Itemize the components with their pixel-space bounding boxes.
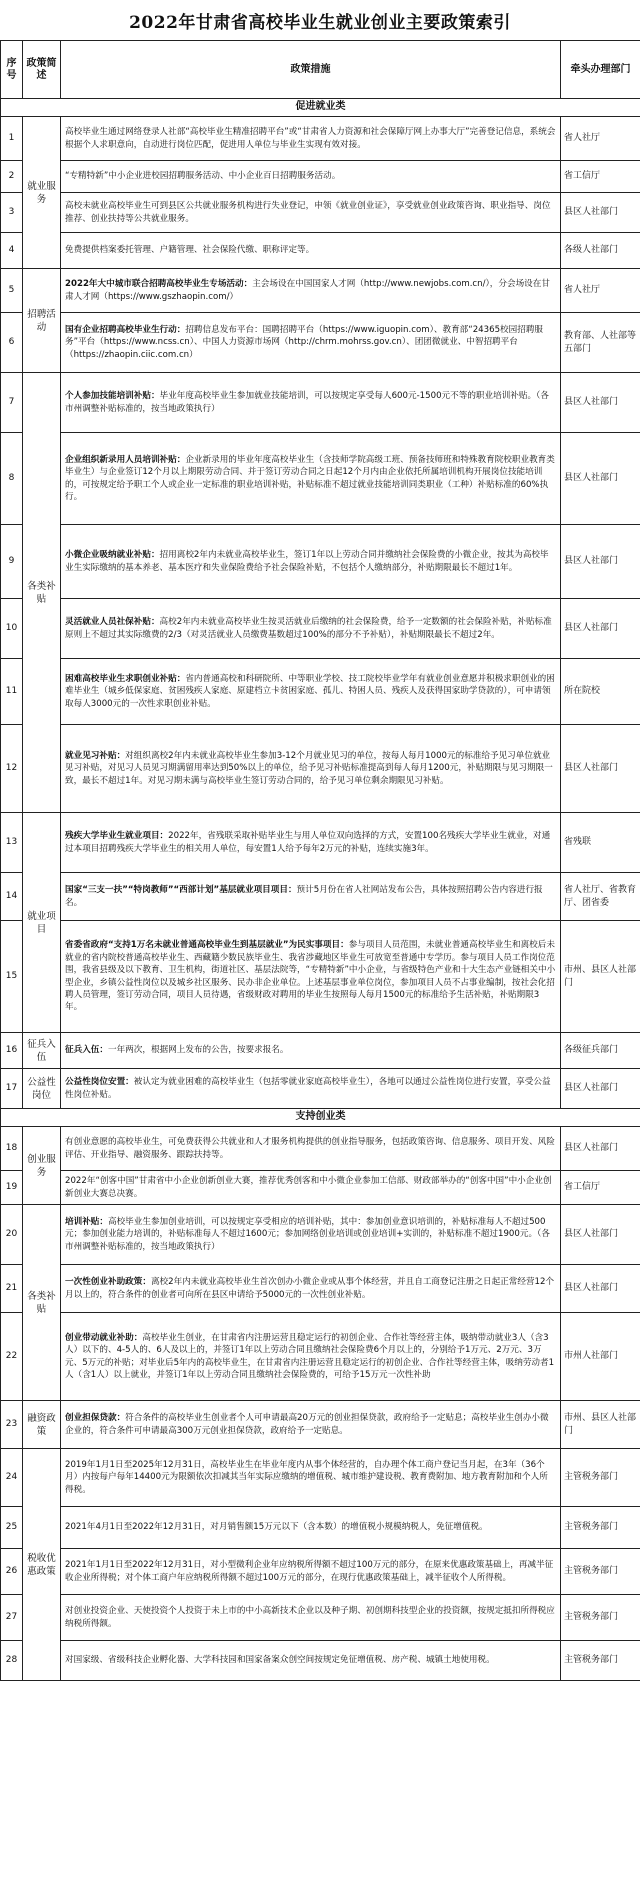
row-number: 17 (1, 1069, 23, 1109)
row-number: 8 (1, 433, 23, 525)
policy-text (61, 1641, 561, 1681)
policy-lead: 残疾大学毕业生就业项目： (65, 831, 169, 842)
department-cell: 县区人社部门 (561, 433, 640, 525)
table-row (1, 1641, 640, 1681)
category-cell: 征兵入伍 (23, 1033, 61, 1069)
table-row (1, 1549, 640, 1595)
department-cell: 县区人社部门 (561, 373, 640, 433)
policy-text (61, 433, 561, 525)
row-number: 16 (1, 1033, 23, 1069)
category-cell: 就业项目 (23, 813, 61, 1033)
row-number: 11 (1, 659, 23, 725)
table-row (1, 161, 640, 193)
category-cell: 各类补贴 (23, 1205, 61, 1401)
department-cell: 省人社厅 (561, 117, 640, 161)
policy-body: 参与项目人员范围，未就业普通高校毕业生和离校后未就业的省内院校普通高校毕业生、西藏籍少数民族毕业生、我省涉藏地区毕业生可放宽至普通中专学历。参与项目人员工作岗位范围，我省县级及以下教育、卫生机构，街道社区、基层法院等，“专精特新”中小企业，与省级特色产业和十大生态产业链相关中小型企业，乡镇公益性岗位以及城乡社区服务、民办非企业单位。上述基层事业单位岗位，参加项目人员不占事业编制，按社会化招聘人员管理，签订劳动合同，项目人员待遇，省级财政对聘用的毕业生按照每人每月1500元的标准给予生活补贴，补贴期限3年。 (65, 940, 556, 1013)
policy-body: 2019年1月1日至2025年12月31日，高校毕业生在毕业年度内从事个体经营的，自办理个体工商户登记当月起，在3年（36个月）内按每户每年14400元为限额依次扣减其当年实际应缴纳的增值税、城市维护建设税、教育费附加、地方教育附加和个人所得税。 (65, 1459, 548, 1495)
department-cell: 主管税务部门 (561, 1595, 640, 1641)
policy-text (61, 921, 561, 1033)
policy-body: 高校毕业生通过网络登录人社部“高校毕业生精准招聘平台”或“甘肃省人力资源和社会保障厅网上办事大厅”完善登记信息，系统会根据个人求职意向，自动进行岗位匹配，促进用人单位与毕业生实现有效对接。 (65, 127, 556, 150)
policy-text (61, 117, 561, 161)
table-row (1, 433, 640, 525)
policy-body: 对国家级、省级科技企业孵化器、大学科技园和国家备案众创空间按规定免征增值税、房产税、城镇土地使用税。 (65, 1655, 495, 1666)
row-number: 10 (1, 599, 23, 659)
policy-text (61, 269, 561, 313)
department-cell: 省残联 (561, 813, 640, 873)
table-row (1, 193, 640, 233)
department-cell: 主管税务部门 (561, 1549, 640, 1595)
row-number: 20 (1, 1205, 23, 1265)
table-row (1, 599, 640, 659)
department-cell: 教育部、人社部等五部门 (561, 313, 640, 373)
policy-lead: 省委省政府“支持1万名未就业普通高校毕业生到基层就业”为民实事项目： (65, 940, 349, 951)
table-row (1, 1449, 640, 1507)
table-row (1, 725, 640, 813)
policy-text (61, 1265, 561, 1313)
row-number: 21 (1, 1265, 23, 1313)
row-number: 23 (1, 1401, 23, 1449)
department-cell: 主管税务部门 (561, 1641, 640, 1681)
policy-lead: 公益性岗位安置： (65, 1077, 134, 1088)
policy-body: 2021年1月1日至2022年12月31日，对小型微利企业年应纳税所得额不超过100万元的部分，在原来优惠政策基础上，再减半征收企业所得税；对个体工商户年应纳税所得额不超过100万元的部分，在现行优惠政策基础上，减半征收个人所得税。 (65, 1560, 554, 1583)
row-number: 3 (1, 193, 23, 233)
table-row (1, 1205, 640, 1265)
policy-text (61, 233, 561, 269)
department-cell: 县区人社部门 (561, 599, 640, 659)
policy-lead: 国有企业招聘高校毕业生行动： (65, 324, 186, 335)
table-row (1, 313, 640, 373)
policy-lead: 征兵入伍： (65, 1045, 108, 1056)
department-cell: 各级人社部门 (561, 233, 640, 269)
policy-body: 一年两次，根据网上发布的公告，按要求报名。 (107, 1045, 289, 1056)
category-cell: 税收优惠政策 (23, 1449, 61, 1681)
category-cell: 各类补贴 (23, 373, 61, 813)
department-cell: 县区人社部门 (561, 1127, 640, 1171)
policy-text (61, 161, 561, 193)
policy-text (61, 1401, 561, 1449)
policy-lead: 创业带动就业补助： (65, 1332, 143, 1343)
table-row (1, 1401, 640, 1449)
table-row (1, 1507, 640, 1549)
policy-text (61, 1507, 561, 1549)
policy-text (61, 1595, 561, 1641)
policy-text (61, 599, 561, 659)
policy-text (61, 1127, 561, 1171)
department-cell: 县区人社部门 (561, 725, 640, 813)
row-number: 18 (1, 1127, 23, 1171)
policy-lead: 灵活就业人员社保补贴： (65, 617, 160, 628)
table-row (1, 873, 640, 921)
policy-lead: 困难高校毕业生求职创业补贴： (65, 673, 186, 684)
policy-body: 主会场设在中国国家人才网（http://www.newjobs.com.cn/），分会场设在甘肃人才网（https://www.gszhaopin.com/） (65, 279, 550, 302)
row-number: 25 (1, 1507, 23, 1549)
department-cell: 主管税务部门 (561, 1507, 640, 1549)
department-cell: 各级征兵部门 (561, 1033, 640, 1069)
policy-body: 对创业投资企业、天使投资个人投资于未上市的中小高新技术企业以及种子期、初创期科技型企业的投资额，按规定抵扣所得税应纳税所得额。 (65, 1606, 555, 1629)
table-row (1, 1171, 640, 1205)
policy-text (61, 1549, 561, 1595)
policy-text (61, 1033, 561, 1069)
policy-text (61, 1313, 561, 1401)
header-measure: 政策措施 (61, 41, 561, 99)
row-number: 7 (1, 373, 23, 433)
department-cell: 主管税务部门 (561, 1449, 640, 1507)
table-row (1, 1127, 640, 1171)
department-cell: 省人社厅 (561, 269, 640, 313)
category-cell: 招聘活动 (23, 269, 61, 373)
policy-body: 被认定为就业困难的高校毕业生（包括零就业家庭高校毕业生），各地可以通过公益性岗位进行安置，享受公益性岗位补贴。 (65, 1077, 551, 1100)
row-number: 12 (1, 725, 23, 813)
policy-text (61, 813, 561, 873)
policy-body: 2021年4月1日至2022年12月31日，对月销售额15万元以下（含本数）的增值税小规模纳税人，免征增值税。 (65, 1522, 488, 1533)
policy-text (61, 313, 561, 373)
table-row (1, 813, 640, 873)
department-cell: 县区人社部门 (561, 1069, 640, 1109)
policy-lead: 就业见习补贴： (65, 750, 126, 761)
policy-body: “专精特新”中小企业进校园招聘服务活动、中小企业百日招聘服务活动。 (65, 171, 341, 182)
department-cell: 市州、县区人社部门 (561, 921, 640, 1033)
policy-body: 企业新录用的毕业年度高校毕业生（含技师学院高级工班、预备技师班和特殊教育院校职业教育类毕业生）与企业签订12个月以上期限劳动合同、并于签订劳动合同之日起12个月内由企业依托所属培训机构开展岗位技能培训的，可按规定给予职工个人或企业一定标准的职业培训补贴，补贴标准不超过就业技能培训同类职业（工种）补贴标准的60%执行。 (65, 454, 555, 502)
category-cell: 就业服务 (23, 117, 61, 269)
policy-lead: 小微企业吸纳就业补贴： (65, 550, 160, 561)
policy-body: 免费提供档案委托管理、户籍管理、社会保险代缴、职称评定等。 (65, 245, 315, 256)
table-row (1, 659, 640, 725)
policy-lead: 一次性创业补助政策： (65, 1277, 151, 1288)
policy-text (61, 659, 561, 725)
policy-table (0, 40, 640, 1681)
table-row (1, 1069, 640, 1109)
table-row (1, 525, 640, 599)
department-cell: 县区人社部门 (561, 1205, 640, 1265)
policy-body: 符合条件的高校毕业生创业者个人可申请最高20万元的创业担保贷款，政府给予一定贴息；高校毕业生创办小微企业的，符合条件可申请最高300万元创业担保贷款，政府给予一定贴息。 (65, 1413, 549, 1436)
row-number: 14 (1, 873, 23, 921)
policy-body: 有创业意愿的高校毕业生，可免费获得公共就业和人才服务机构提供的创业指导服务，包括政策咨询、信息服务、项目开发、风险评估、开业指导、融资服务、跟踪扶持等。 (65, 1137, 555, 1160)
policy-body: 毕业年度高校毕业生参加就业技能培训，可以按规定享受每人600元-1500元不等的职业培训补贴。（各市州调整补贴标准的，按当地政策执行） (65, 391, 549, 414)
row-number: 9 (1, 525, 23, 599)
row-number: 5 (1, 269, 23, 313)
row-number: 13 (1, 813, 23, 873)
department-cell: 县区人社部门 (561, 525, 640, 599)
table-row (1, 1033, 640, 1069)
table-row (1, 1265, 640, 1313)
section-support: 支持创业类 (1, 1109, 640, 1127)
row-number: 27 (1, 1595, 23, 1641)
department-cell: 县区人社部门 (561, 193, 640, 233)
policy-lead: 企业组织新录用人员培训补贴： (65, 454, 186, 465)
policy-text (61, 1171, 561, 1205)
policy-body: 高校毕业生参加创业培训，可以按规定享受相应的培训补贴，其中：参加创业意识培训的，补贴标准每人不超过500元；参加创业能力培训的，补贴标准每人不超过1600元；参加网络创业培训或创业培训+实训的，补贴标准不超过1900元。（各市州调整补贴标准的，按当地政策执行） (65, 1216, 550, 1252)
policy-body: 2022年，省残联采取补贴毕业生与用人单位双向选择的方式，安置100名残疾大学毕业生就业，对通过本项目招聘残疾大学毕业生的相关用人单位，每安置1人给予每年2万元的补贴，连续实施3年。 (65, 831, 551, 854)
row-number: 24 (1, 1449, 23, 1507)
row-number: 1 (1, 117, 23, 161)
department-cell: 省人社厅、省教育厅、团省委 (561, 873, 640, 921)
row-number: 6 (1, 313, 23, 373)
header-category: 政策简述 (23, 41, 61, 99)
row-number: 19 (1, 1171, 23, 1205)
category-cell: 创业服务 (23, 1127, 61, 1205)
row-number: 15 (1, 921, 23, 1033)
policy-lead: 创业担保贷款： (65, 1413, 126, 1424)
row-number: 2 (1, 161, 23, 193)
category-cell: 融资政策 (23, 1401, 61, 1449)
policy-text (61, 193, 561, 233)
table-row (1, 1595, 640, 1641)
department-cell: 所在院校 (561, 659, 640, 725)
policy-lead: 个人参加技能培训补贴： (65, 391, 160, 402)
policy-body: 高校未就业高校毕业生可到县区公共就业服务机构进行失业登记，申领《就业创业证》，享受就业创业政策咨询、职业指导、岗位推荐、创业扶持等公共就业服务。 (65, 201, 551, 224)
policy-lead: 2022年大中城市联合招聘高校毕业生专场活动： (65, 279, 253, 290)
header-seq: 序号 (1, 41, 23, 99)
policy-text (61, 725, 561, 813)
policy-lead: 培训补贴： (65, 1216, 108, 1227)
row-number: 28 (1, 1641, 23, 1681)
policy-body: 预计5月份在省人社网站发布公告，具体按照招聘公告内容进行报名。 (65, 885, 543, 908)
policy-body: 招聘信息发布平台：国聘招聘平台（https://www.iguopin.com）、教育部“24365校园招聘服务”平台（https://www.ncss.cn）、中国人力资源市场网（http://chrm.mohrss.gov.cn）、团团微就业、中智招聘平台（https://zhaopin.ciic.com.cn） (65, 324, 544, 360)
table-row (1, 373, 640, 433)
category-cell: 公益性岗位 (23, 1069, 61, 1109)
department-cell: 省工信厅 (561, 1171, 640, 1205)
department-cell: 省工信厅 (561, 161, 640, 193)
policy-body: 省内普通高校和科研院所、中等职业学校、技工院校毕业学年有就业创业意愿并积极求职创业的困难毕业生（城乡低保家庭、贫困残疾人家庭、原建档立卡贫困家庭、孤儿、特困人员、残疾人及获得国家助学贷款的），可申请领取每人3000元的一次性求职创业补贴。 (65, 673, 555, 709)
table-row (1, 1313, 640, 1401)
policy-text (61, 1205, 561, 1265)
policy-body: 高校毕业生创业，在甘肃省内注册运营且稳定运行的初创企业、合作社等经营主体，吸纳带动就业3人（含3人）以下的、4-5人的、6人及以上的，并签订1年以上劳动合同且缴纳社会保险费6个月以上的，分别给予1万元、2万元、3万元、5万元的补贴；对毕业后5年内的高校毕业生，在甘肃省内注册运营且稳定运行的初创企业、合作社等经营主体，吸纳劳动者1人（含1人）以上就业，并签订1年以上劳动合同且缴纳社会保险费的，可给予15万元一次性补助 (65, 1332, 555, 1380)
table-row (1, 117, 640, 161)
row-number: 4 (1, 233, 23, 269)
row-number: 22 (1, 1313, 23, 1401)
section-row (1, 99, 640, 117)
department-cell: 市州、县区人社部门 (561, 1401, 640, 1449)
table-row (1, 921, 640, 1033)
department-cell: 县区人社部门 (561, 1265, 640, 1313)
document-title: 2022年甘肃省高校毕业生就业创业主要政策索引 (129, 13, 511, 33)
section-row (1, 1109, 640, 1127)
policy-text (61, 1069, 561, 1109)
section-promote: 促进就业类 (1, 99, 640, 117)
row-number: 26 (1, 1549, 23, 1595)
policy-body: 对组织离校2年内未就业高校毕业生参加3-12个月就业见习的单位，按每人每月1000元的标准给予见习单位就业见习补贴，对见习人员见习期满留用率达到50%以上的单位，给予见习补贴标准提高到每人每月1200元，补贴期限与见习期限一致，最长不超过1年。对见习期未满与高校毕业生签订劳动合同的，给予见习单位剩余期限见习补贴。 (65, 750, 553, 786)
department-cell: 市州人社部门 (561, 1313, 640, 1401)
policy-body: 2022年“创客中国”甘肃省中小企业创新创业大赛，推荐优秀创客和中小微企业参加工信部、财政部举办的“创客中国”中小企业创新创业大赛总决赛。 (65, 1176, 552, 1199)
header-department: 牵头办理部门 (561, 41, 640, 99)
table-row (1, 269, 640, 313)
policy-body: 离校2年内未就业高校毕业生首次创办小微企业或从事个体经营，并且自工商登记注册之日起正常经营12个月以上的，符合条件的创业者可向所在县区申请给予5000元的一次性创业补贴。 (65, 1277, 555, 1300)
policy-text (61, 373, 561, 433)
policy-body: 高校2年内未就业高校毕业生按灵活就业后缴纳的社会保险费，给予一定数额的社会保险补贴，补贴标准原则上不超过其实际缴费的2/3（对灵活就业人员缴费基数超过100%的部分不予补贴），补贴期限最长不超过2年。 (65, 617, 552, 640)
policy-body: 招用离校2年内未就业高校毕业生，签订1年以上劳动合同并缴纳社会保险费的小微企业，按其为高校毕业生实际缴纳的基本养老、基本医疗和失业保险费给予社会保险补贴，不包括个人缴纳部分，补贴期限最长不超过1年。 (65, 550, 549, 573)
policy-text (61, 525, 561, 599)
policy-text (61, 1449, 561, 1507)
policy-lead: 国家“三支一扶”“特岗教师”“西部计划”基层就业项目项目： (65, 885, 297, 896)
table-row (1, 233, 640, 269)
policy-text (61, 873, 561, 921)
header-row (1, 41, 640, 99)
